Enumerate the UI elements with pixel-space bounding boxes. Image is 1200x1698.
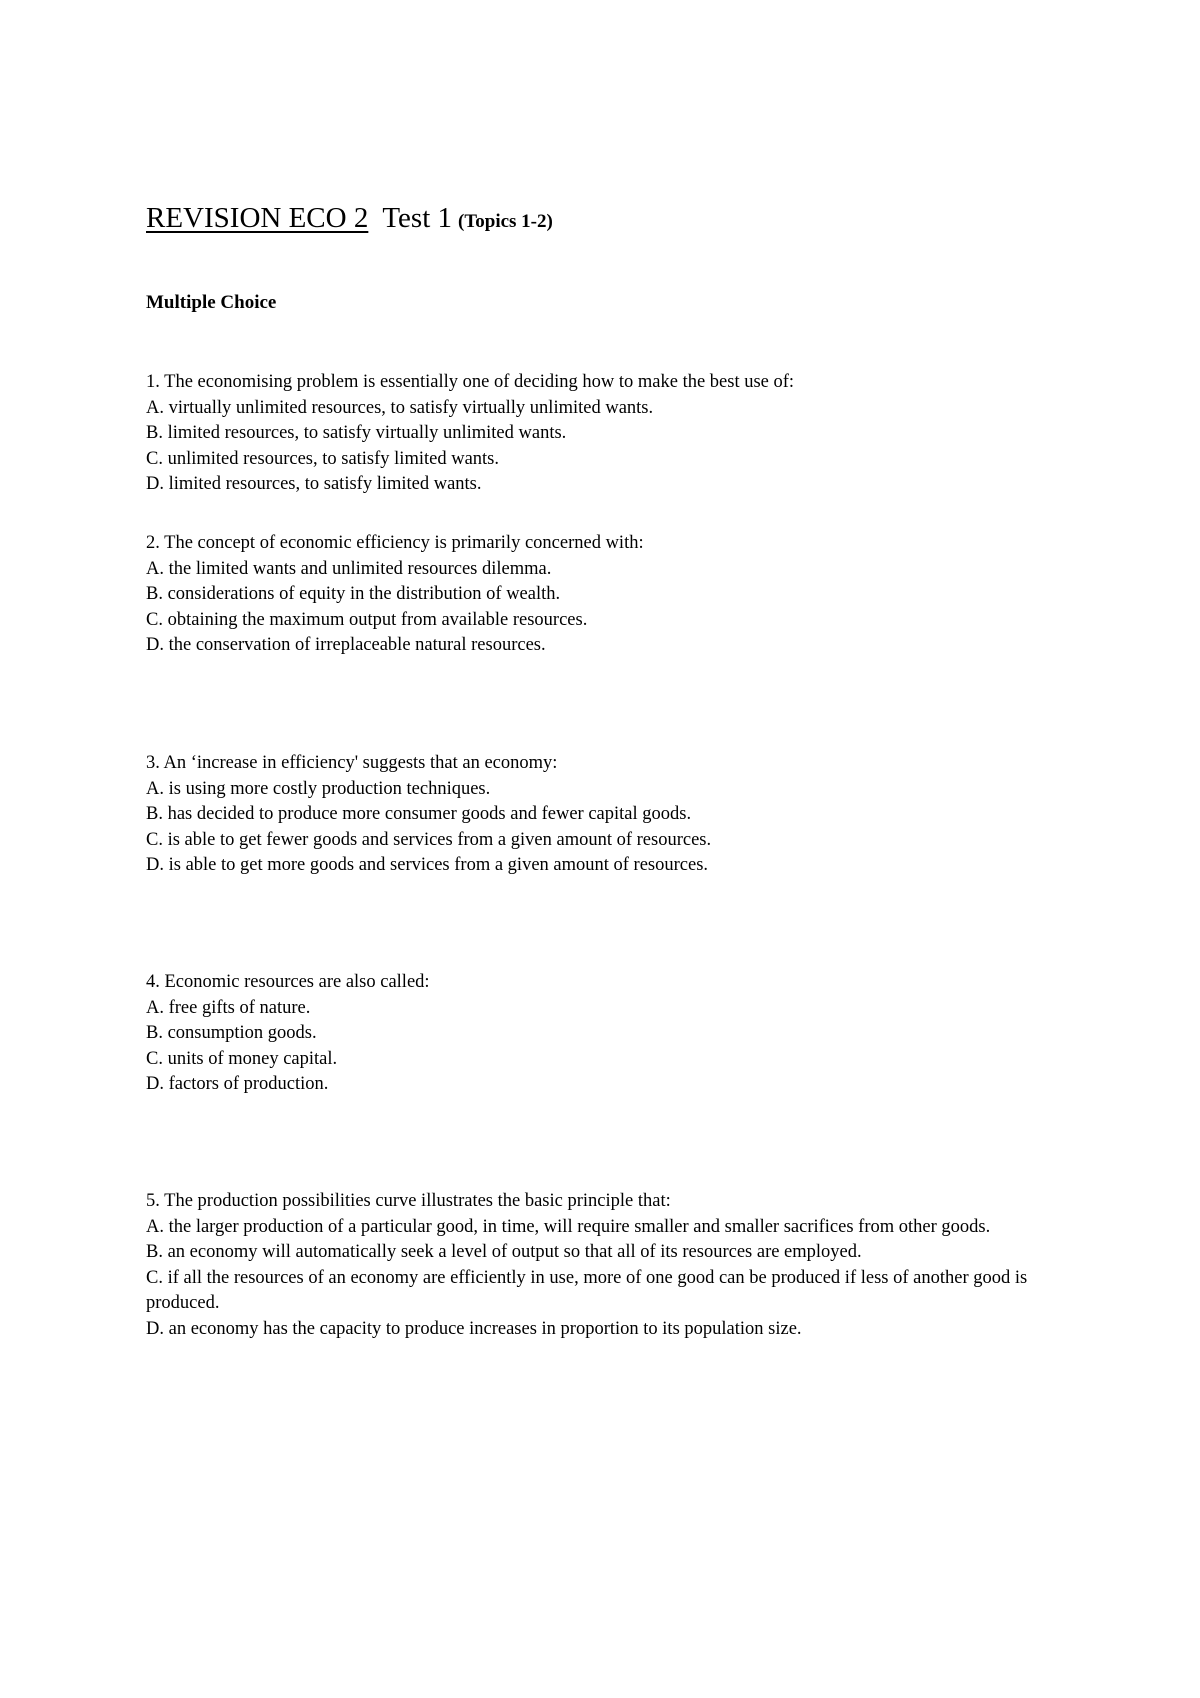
option-d: D. the conservation of irreplaceable natural resources. (146, 635, 546, 656)
title-main: REVISION ECO 2 (146, 202, 369, 234)
option-b: B. has decided to produce more consumer goods and fewer capital goods. (146, 804, 692, 825)
question-text: 4. Economic resources are also called: (146, 972, 430, 992)
option-d: D. is able to get more goods and services from a given amount of resources. (146, 855, 709, 876)
option-a: A. the limited wants and unlimited resources dilemma. (146, 558, 552, 579)
option-a: A. is using more costly production techniques. (146, 778, 491, 799)
option-a: A. free gifts of nature. (146, 997, 311, 1018)
option-c: C. units of money capital. (146, 1048, 338, 1069)
section-heading: Multiple Choice (146, 292, 277, 313)
option-a: A. the larger production of a particular good, in time, will require smaller and smaller sacrifices from other goods. (146, 1216, 991, 1237)
document-title (146, 196, 1076, 240)
question-text: 3. An ‘increase in efficiency' suggests that an economy: (146, 753, 558, 773)
question-3 (146, 751, 1076, 879)
option-b: B. considerations of equity in the distribution of wealth. (146, 584, 561, 605)
document-page (146, 196, 1076, 1339)
title-topics: (Topics 1-2) (458, 211, 553, 232)
title-test: Test 1 (382, 202, 452, 234)
option-b: B. consumption goods. (146, 1023, 317, 1044)
option-b: B. an economy will automatically seek a level of output so that all of its resources are employed. (146, 1242, 862, 1263)
option-d: D. factors of production. (146, 1074, 329, 1095)
option-d: D. an economy has the capacity to produce increases in proportion to its population size. (146, 1318, 802, 1339)
option-d: D. limited resources, to satisfy limited wants. (146, 474, 482, 495)
question-text: 1. The economising problem is essentially one of deciding how to make the best use of: (146, 372, 795, 392)
question-2 (146, 531, 1076, 659)
option-c: C. if all the resources of an economy are efficiently in use, more of one good can be produced if less of another good is produced. (146, 1267, 1028, 1314)
option-a: A. virtually unlimited resources, to satisfy virtually unlimited wants. (146, 397, 654, 418)
option-c: C. unlimited resources, to satisfy limited wants. (146, 448, 499, 469)
question-text: 2. The concept of economic efficiency is primarily concerned with: (146, 533, 644, 553)
option-c: C. obtaining the maximum output from available resources. (146, 609, 588, 630)
question-4 (146, 970, 1076, 1098)
option-b: B. limited resources, to satisfy virtually unlimited wants. (146, 423, 567, 444)
question-5 (146, 1189, 1076, 1343)
option-c: C. is able to get fewer goods and services from a given amount of resources. (146, 829, 712, 850)
question-1 (146, 370, 1076, 498)
question-text: 5. The production possibilities curve illustrates the basic principle that: (146, 1191, 671, 1211)
